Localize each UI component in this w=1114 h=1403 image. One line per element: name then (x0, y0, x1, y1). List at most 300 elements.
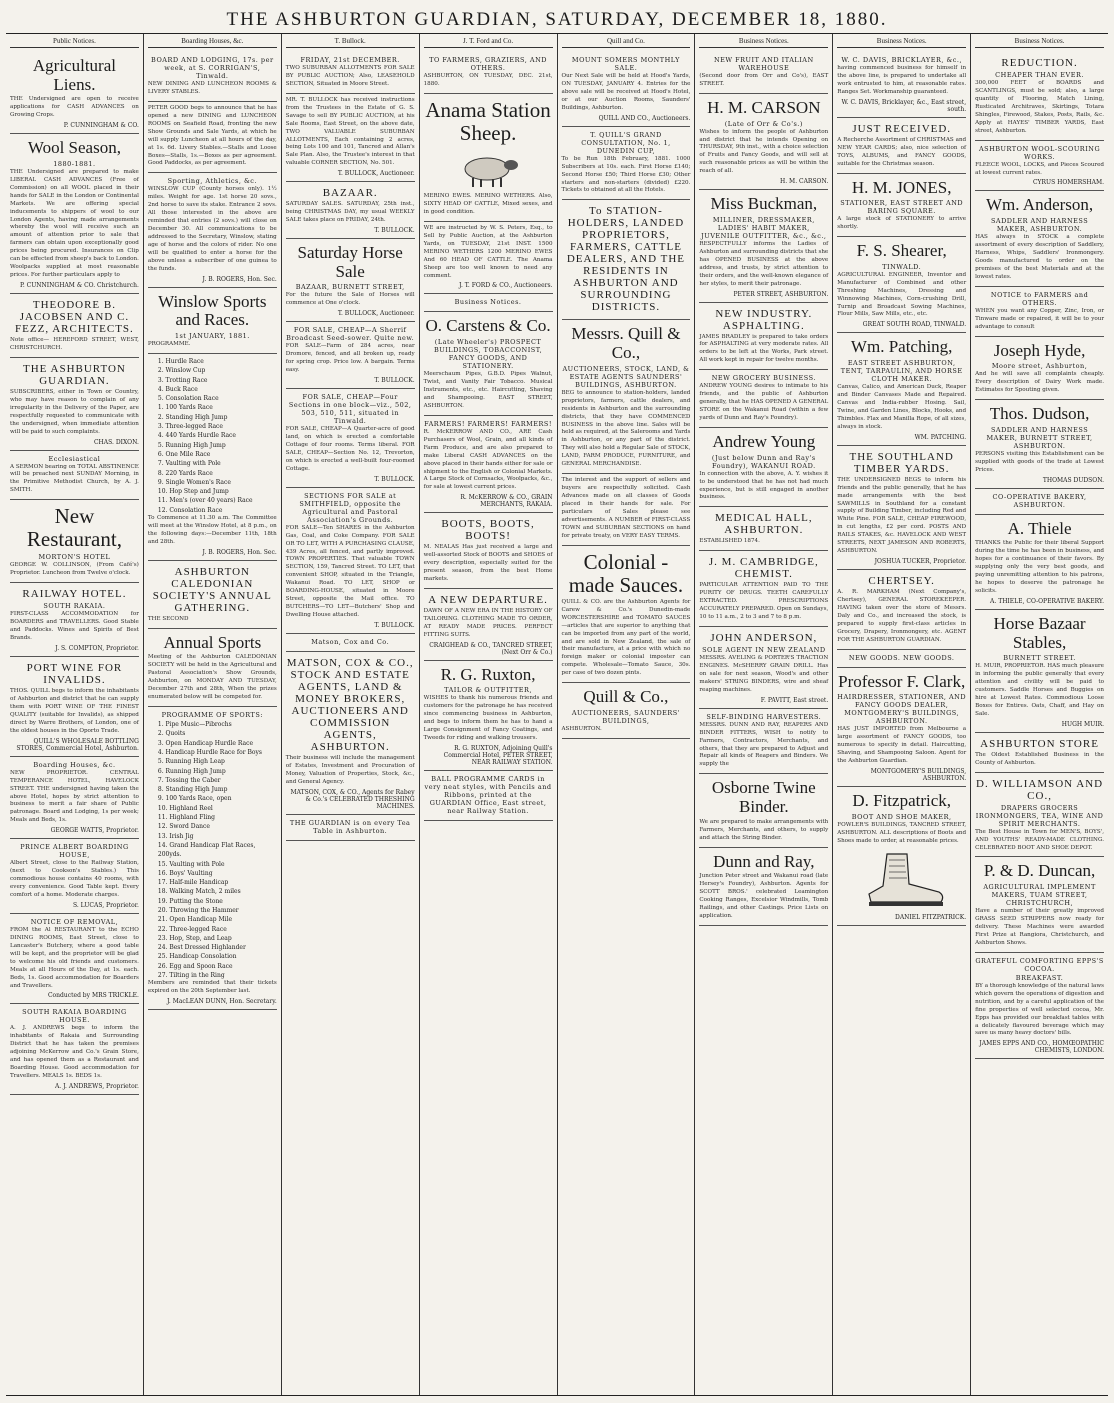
ad-body: MESSRS. AVELING & PORTER'S TRACTION ENGINES. McSHERRY GRAIN DRILL. Has on sale for next season, Wood's and other makers' STRING BINDERS, wire and sheaf reaping machines. (699, 655, 829, 693)
ad-subtitle: SOLE AGENT IN NEW ZEALAND (702, 646, 826, 654)
advertisement (975, 773, 1104, 858)
advertisement (837, 174, 966, 238)
ad-subtitle: MILLINER, DRESSMAKER, LADIES' HABIT MAKER, JUVENILE OUTFITTER, &c., &c., (701, 215, 827, 240)
ad-signature: DANIEL FITZPATRICK. (895, 913, 967, 921)
ad-body: AGRICULTURAL ENGINEER, Inventor and Manufacturer of Combined and other Threshing Machines, Dressing and Winnowing Machines, Corn-crushing Drill, Turnip and Broadcast Sowing Machines, Flour Mills, Saw Mills, etc., etc. (837, 271, 967, 318)
ad-subtitle: BURNETT STREET. (1003, 654, 1076, 663)
advertisement (975, 857, 1104, 952)
advertisement (148, 629, 277, 707)
ad-signature: J. B. ROGERS, Hon. Sec. (202, 275, 277, 283)
ad-title: JUST RECEIVED. (852, 122, 952, 135)
ad-subtitle: EAST STREET ASHBURTON, TENT, TARPAULIN, AND HORSE CLOTH MAKER. (840, 359, 963, 384)
programme-item: 14. Grand Handicap Flat Races, 200yds. (157, 841, 256, 859)
advertisement (562, 320, 691, 474)
ad-title: ASHBURTON CALEDONIAN SOCIETY'S ANNUAL GATHERING. (152, 565, 272, 614)
programme-item: 7. Tossing the Caber (157, 776, 221, 784)
columns-container (6, 34, 1108, 1396)
ad-title: Ecclesiastical (48, 454, 101, 463)
ad-subtitle: AUCTIONEERS, STOCK, LAND, & ESTATE AGENTS SAUNDERS' BUILDINGS, ASHBURTON. (562, 364, 690, 389)
ad-body: NEW DINING AND LUNCHEON ROOMS & LIVERY STABLES. (147, 81, 277, 95)
ad-signature: S. LUCAS, Proprietor. (72, 901, 139, 909)
programme-item: 23. Hop, Step, and Leap (157, 934, 232, 942)
ad-title: PORT WINE FOR INVALIDS. (26, 662, 123, 687)
ad-body: FOWLER'S BUILDINGS, TANCRED STREET, ASHBURTON. ALL descriptions of Boots and Shoes made to order, at reasonable prices. (837, 821, 967, 844)
advertisement (699, 551, 828, 627)
ad-title: NEW FRUIT AND ITALIAN WAREHOUSE (713, 56, 814, 72)
ad-signature: THOMAS DUDSON. (1042, 476, 1104, 484)
ad-title: THE ASHBURTON GUARDIAN. (22, 362, 126, 387)
ad-title: CHERTSEY. (868, 575, 935, 588)
ad-body: MR. T. BULLOCK has received instructions from the Trustees in the Estate of G. S. Savage to sell BY PUBLIC AUCTION, at his Sale Rooms, East Street, on the above date, TWO VALUABLE SUBURBAN ALLOTMENTS, Each containing 2 acres, being Lots 100 and 101, Tancred and Allan's Sale Plan. Also, the Trustee's interest in that valuable CORNER SECTION, No. 501. (285, 96, 415, 167)
programme-item: 21. Open Handicap Mile (157, 916, 233, 924)
ad-subtitle: AUCTIONEERS, SAUNDERS' BUILDINGS, (571, 708, 681, 725)
ad-subtitle: CHEAPER THAN EVER. (995, 71, 1084, 79)
ad-signature: T. BULLOCK. (374, 227, 415, 235)
programme-item: 19. Putting the Stone (157, 897, 223, 905)
advertisement (699, 507, 828, 551)
programme-item: 2. Winslow Cup (157, 367, 206, 375)
programme-list (148, 357, 277, 515)
programme-item: 5. Running High Leap (157, 758, 225, 766)
ad-body: A. J. ANDREWS begs to inform the inhabitants of Rakaia and Surrounding District that he has taken the premises adjoining McKerrow and Co.'s Grain Store, and has opened them as a Restaurant and Boarding House. Good accommodation for Travellers. MEALS 1s. BEDS 1s. (10, 1025, 139, 1080)
advertisement (10, 583, 139, 657)
ad-title: Colonial - made Sauces. (568, 549, 684, 597)
ad-signature: J. B. ROGERS, Hon. Sec. (202, 548, 277, 556)
sheep-illustration (453, 149, 523, 189)
programme-item: 6. One Mile Race (157, 450, 211, 458)
ad-title: Miss Buckman, (710, 194, 818, 214)
ad-signature: CYRUS HOMERSHAM. (1032, 179, 1104, 187)
ad-title: THE SOUTHLAND TIMBER YARDS. (849, 450, 954, 475)
advertisement (699, 848, 828, 926)
advertisement (699, 303, 828, 371)
ad-body: HAS always in STOCK a complete assortment of every description of Saddlery, Harness, Whips, Saddlers' Ironmongery. Goods manufactured to order on the premises of the best Materials and at the lowest rates. (975, 234, 1104, 280)
ad-signature: GEORGE WATTS, Proprietor. (50, 827, 139, 835)
column-head: Public Notices. (10, 34, 139, 48)
advertisement (286, 652, 415, 815)
advertisement (699, 94, 828, 190)
ad-title: Business Notices. (454, 298, 522, 307)
ad-body: WHEN you want any Copper, Zinc, Iron, or Tinware made or repaired, it will be to your advantage to consult (975, 307, 1104, 330)
advertisement (10, 358, 139, 451)
ad-body: H. MUIR, PROPRIETOR. HAS much pleasure in informing the public generally that every attention and civility will be paid to customers. Saddle Horses and Buggies on hire at Lowest Rates. Commodious Loose Boxes for Entires. Oats, Chaff, and Hay on Sale. (975, 663, 1104, 717)
programme-item: 10. Highland Reel (157, 804, 213, 812)
advertisement (148, 354, 277, 561)
advertisement (837, 237, 966, 333)
ad-title: Osborne Twine Binder. (711, 778, 816, 816)
ad-body: The Best House in Town for MEN'S, BOYS', AND YOUTHS' READY-MADE CLOTHING. CELEBRATED BOOT AND SHOE DEPOT. (975, 828, 1104, 851)
ad-signature: MATSON, COX, & CO., Agents for Rabey & Co.'s CELEBRATED THRESHING MACHINES. (290, 788, 415, 810)
ad-body: THE Undersigned are open to receive applications for CASH ADVANCES on Growing Crops. (10, 96, 139, 119)
ad-subtitle: SADDLER AND HARNESS MAKER, ASHBURTON. (990, 217, 1089, 234)
ad-body: ASHBURTON. (561, 725, 602, 732)
ad-body: The Oldest Established Business in the County of Ashburton. (975, 751, 1104, 766)
ad-body: FLEECE WOOL, LOCKS, and Pieces Scoured at lowest current rates. (975, 161, 1104, 176)
advertisement (10, 1004, 139, 1095)
ad-title: NEW GROCERY BUSINESS. (711, 374, 816, 383)
ad-title: R. G. Ruxton, (440, 664, 536, 684)
advertisement (837, 52, 966, 118)
programme-item: 2. Standing High Jump (157, 413, 228, 421)
ad-title: Sporting, Athletics, &c. (167, 177, 258, 186)
advertisement (699, 428, 828, 507)
ad-body: To be Run 18th February, 1881. 1000 Subscribers at 10s. each. First Horse £140; Second Horse £50; Third Horse £30; Other starters and non-starters (divided) £220. Tickets to obtained at all the Hotels. (561, 155, 691, 194)
advertisement (562, 200, 691, 320)
programme-item: 4. Handicap Hurdle Race for Boys (157, 748, 262, 756)
ad-title: BOOTS, BOOTS, BOOTS! (441, 518, 535, 543)
ad-body: (Second door from Orr and Co's), EAST STREET. (699, 73, 829, 87)
ad-body: THOS. QUILL begs to inform the inhabitants of Ashburton and district that he can supply them with PORT WINE OF THE FINEST QUALITY (suitable for Invalids), as shipped direct by Warre Brothers, of London, one of the oldest houses in the Oporto Trade. (10, 688, 139, 734)
advertisement (699, 190, 828, 302)
column-head: J. T. Ford and Co. (424, 34, 553, 48)
ad-subtitle: (Just below Dunn and Ray's Foundry), WAKANUI ROAD. (711, 453, 816, 470)
ad-title: PROGRAMME OF SPORTS: (161, 711, 263, 720)
advertisement (975, 191, 1104, 286)
advertisement (10, 451, 139, 501)
ad-body: ESTABLISHED 1874. (699, 538, 760, 545)
advertisement (562, 52, 691, 127)
ad-body: Their business will include the management of Estates, Investment and Procuration of Money, Valuation of Properties, Stock, &c., and General Agency. (285, 754, 415, 785)
ad-body: Canvas, Calico, and American Duck, Reaper and Binder Canvases Made and Repaired. Canvas and India-rubber Hosing. Sail, Twine, and Garden Lines, Blocks, Hooks, and Thimbles. Flax and Manilla Rope, of all sizes, always in stock. (837, 384, 967, 430)
boot-illustration (857, 850, 947, 910)
advertisement (975, 337, 1104, 401)
programme-item: 4. 440 Yards Hurdle Race (157, 432, 236, 440)
ad-title: FOR SALE, CHEAP—Four Sections in one block—viz., 502, 503, 510, 511, situated in Tinwald. (288, 393, 412, 426)
ad-signature: T. BULLOCK. (374, 475, 415, 483)
ad-title: MEDICAL HALL, ASHBURTON. (715, 512, 813, 537)
ad-signature: R. McKERROW & CO., GRAIN MERCHANTS, RAKAIA. (460, 494, 553, 509)
column-head: Business Notices. (699, 34, 828, 48)
advertisement (148, 288, 277, 354)
ad-body: FROM the Al RESTAURANT to the ECHO DINING ROOMS, East Street, close to Lancaster's Butchery, where a good table will be kept, and the proprietor will be glad to welcome his old friends and customers. Meals at all Hours of the Day, at 1s. each. Beds, 1s. Good accommodation for Boarders and Travellers. (10, 926, 139, 989)
ad-body: Albert Street, close to the Railway Station, (next to Cookson's Stables.) This commodious house contains 40 rooms, with every convenience. Good Table kept. Every comfort of a home. Moderate charges. (10, 860, 139, 898)
advertisement (975, 515, 1104, 610)
ad-title: FRIDAY, 21st DECEMBER. (300, 56, 400, 64)
ad-body: Meerschaum Pipes, G.B.D. Pipes Walnut, Twist, and Vanity Fair Tobacco. Musical Instruments, etc., etc. Haircutting, Shaving and Shampooing. EAST STREET, ASHBURTON. (423, 371, 553, 409)
advertisement (148, 173, 277, 287)
ad-body: PROGRAMME. (147, 341, 191, 348)
ad-subtitle: MORTON'S HOTEL (38, 553, 111, 562)
ad-body: MESSRS. DUNN AND RAY, REAPERS AND BINDER FITTERS, WISH to notify to Farmers, Contractors, Merchants, and others, that they are prepared to Adjust and Repair all kinds of Reapers and Binders. We supply the (699, 721, 829, 768)
programme-item: 1. 100 Yards Race (157, 404, 213, 412)
advertisement (10, 500, 139, 583)
programme-item: 3. Trotting Race (157, 376, 208, 384)
ad-subtitle: (Late of Orr & Co's.) (724, 119, 803, 128)
ad-signature: T. BULLOCK. (374, 621, 415, 629)
advertisement (837, 570, 966, 650)
ad-title: JOHN ANDERSON, (710, 632, 818, 644)
ad-body: Wishes to inform the people of Ashburton and district that he intends Opening on THURSDAY, 9th inst., with a choice selection of Fruits and Fancy Goods, and will sell at such reasonable prices as will be within the reach of all. (699, 128, 829, 175)
ad-body: In connection with the above, A. Y. wishes it to be understood that he has not had much experience, but is still engaged in another business. (699, 470, 829, 501)
ad-body: THANKS the Public for their liberal Support during the time he has been in business, and hopes for a continuance of their favors. By supplying only the very best goods, and paying unremitting attention to his patrons, he hopes to deserve the patronage he solicits. (975, 540, 1104, 594)
advertisement (424, 661, 553, 771)
programme-item: 6. Running High Jump (157, 767, 226, 775)
advertisement (286, 634, 415, 652)
column-head: Boarding Houses, &c. (148, 34, 277, 48)
ad-title: Horse Bazaar Stables, (993, 613, 1086, 652)
advertisement (975, 489, 1104, 515)
programme-item: 22. Three-legged Race (157, 925, 227, 933)
ad-subtitle: Moore street, Ashburton, (991, 362, 1088, 371)
ad-signature: P. CUNNINGHAM & CO. (63, 122, 139, 130)
ad-title: CO-OPERATIVE BAKERY, ASHBURTON. (992, 492, 1087, 509)
advertisement (10, 52, 139, 134)
ad-title: FARMERS! FARMERS! FARMERS! (424, 419, 552, 428)
ad-body: FOR SALE—Farm of 284 acres, near Dromore, fenced, and all broken up, ready for spring crop. Price low. A bargain. Terms easy. (285, 343, 415, 374)
advertisement (286, 488, 415, 634)
ad-body: A SERMON bearing on TOTAL ABSTINENCE will be preached next SUNDAY Morning, in the Primitive Methodist Church, by A. J. SMITH. (10, 463, 139, 494)
ad-subtitle: STATIONER, EAST STREET AND BARING SQUARE. (840, 199, 964, 216)
advertisement (699, 370, 828, 428)
programme-item: 20. Throwing the Hammer (157, 906, 239, 914)
programme-list (148, 720, 277, 980)
ad-title: J. M. CAMBRIDGE, CHEMIST. (708, 556, 819, 581)
programme-item: 3. Three-legged Race (157, 423, 223, 431)
ad-title: BAZAAR. (322, 187, 378, 200)
ad-title: Agricultural Liens. (32, 56, 116, 94)
ad-subtitle: AGRICULTURAL IMPLEMENT MAKERS, TUAM STREET, CHRISTCHURCH, (983, 883, 1096, 908)
ad-signature: A. THIELE, CO-OPERATIVE BAKERY. (990, 597, 1104, 605)
ad-subtitle: 1st JANUARY, 1881. (174, 332, 250, 341)
ad-body: SUBSCRIBERS, either in Town or Country, who may have reason to complain of any irregularity in the Delivery of the Paper, are respectfully requested to communicate with the undersigned, when immediate attention will be paid to such complaints. (10, 388, 139, 435)
ad-subtitle: BREAKFAST. (1015, 973, 1064, 982)
ad-body: QUILL & CO. are the Ashburton Agents for Carew & Co.'s Dunedin-made WORCESTERSHIRE and TOMATO SAUCES—articles that are superior to anything that can be imported from any part of the world, and are sold in New Zealand, the sale of their manufacture, at a price with which no foreign maker or colonial imposter can compete. Wholesale—Tomato Sauce, 30s. per case of two dozen pints. (561, 598, 691, 677)
ad-body: We are prepared to make arrangements with Farmers, Merchants, and others, to supply and attach the String Binder. (699, 818, 829, 841)
programme-item: 12. Consolation Race (157, 506, 223, 514)
masthead: THE ASHBURTON GUARDIAN, SATURDAY, DECEMBER 18, 1880. (6, 6, 1108, 34)
ad-signature: T. BULLOCK. (374, 377, 415, 385)
ad-body: 300,000 FEET of BOARDS and SCANTLINGS, must be sold; also, a large quantity of Flooring, Match Lining, Rusticated Architraves, Skirtings, Totara Shingles, Firewood, Stakes, Posts, Rails, &c. Apply at HAYES' TIMBER YARDS, East street, Ashburton. (975, 80, 1104, 134)
advertisement (424, 222, 553, 295)
ad-title: To STATION-HOLDERS, LANDED PROPRIETORS, FARMERS, CATTLE DEALERS, AND THE RESIDENTS IN ASHBURTON AND SURROUNDING DISTRICTS. (566, 205, 686, 314)
ad-title: W. C. DAVIS, BRICKLAYER, &c., (841, 56, 963, 64)
programme-item: 16. Boys' Vaulting (157, 869, 213, 877)
ad-body: BEG to announce to station-holders, landed proprietors, farmers, cattle dealers, and residents in Ashburton and the surrounding districts, that they have COMMENCED BUSINESS in the above line. Sales will be held as required, at the Salerooms and Yards in Ashburton, or any part of the district. They will also hold a Regular Sale of STOCK, LAND, FARM PRODUCE, FURNITURE, and GENERAL MERCHANDISE. (561, 389, 691, 468)
ad-signature: PETER STREET, ASHBURTON. (733, 290, 829, 298)
advertisement (699, 627, 828, 709)
advertisement (424, 52, 553, 94)
ad-title: Wm. Anderson, (985, 195, 1094, 215)
ad-body: To Commence at 11.30 a.m. The Committee will meet at the Winslow Hotel, at 8 p.m., on the following days:—December 11th, 18th and 28th. (147, 515, 277, 545)
advertisement (424, 312, 553, 415)
ad-body: Meeting of the Ashburton CALEDONIAN SOCIETY will be held in the Agricultural and Pastoral Association's Show Grounds, Ashburton, on MONDAY AND TUESDAY, December 27th and 28th, When the prizes enumerated below will be competed for. (147, 654, 277, 701)
ad-body: WINSLOW CUP (County horses only). 1½ miles. Weight for age. 1st horse 20 sovs., 2nd horse to save its stake. Entrance 2 sovs. All those interested in the above are reminded that entries (2 sovs.) will close on December 30. All communications to be addressed to the Secretary, Winslow, stating age of horse and the colors of rider. No one will be qualified to enter a horse for the above unless a subscriber of one guinea to the funds. (147, 186, 277, 272)
ad-body: FOR SALE—Ten SHARES in the Ashburton Gas, Coal, and Coke Company. FOR SALE OR TO LET, WITH A PURCHASING CLAUSE, 439 Acres, all fenced, and partly improved. TOWN PROPERTIES. That valuable TOWN SECTION, 159, Tancred Street. TO LET, that convenient SHOP, situated in the Triangle, Wakanui Road. TO LET, SHOP or BOARDING-HOUSE, situated in Moore Street, opposite the Mail office. TO BUTCHERS—TO LET—Butchers' Shop and Dwelling House attached. (285, 524, 415, 618)
ad-title: NOTICE to FARMERS and OTHERS. (990, 290, 1089, 307)
programme-item: 11. Highland Fling (157, 814, 215, 822)
ad-title: Andrew Young (712, 431, 816, 451)
advertisement (424, 416, 553, 514)
ad-body: MERINO EWES. MERINO WETHERS. Also, SIXTY HEAD OF CATTLE, Mixed sexes, and in good condition. (423, 193, 553, 215)
column-2 (143, 34, 281, 1395)
advertisement (699, 774, 828, 847)
programme-item: 5. Running High Jump (157, 441, 226, 449)
advertisement (148, 102, 277, 174)
ad-signature: QUILL'S WHOLESALE BOTTLING STORES, Commercial Hotel, Ashburton. (16, 737, 139, 752)
programme-item: 5. Consolation Race (157, 395, 219, 403)
ad-title: Quill & Co., (583, 687, 669, 707)
ad-signature: R. G. RUXTON, Adjoining Quill's Commercial Hotel, PETER STREET, NEAR RAILWAY STATION. (443, 745, 553, 767)
ad-title: H. M. JONES, (851, 177, 952, 197)
advertisement (837, 650, 966, 668)
advertisement (286, 322, 415, 389)
ad-body: Our Next Sale will be held at Hood's Yards, ON TUESDAY, JANUARY 4. Entries for the above sale will be received at Hood's Hotel, or at our Auction Rooms, Saunders' Buildings, Ashburton. (561, 73, 691, 111)
ad-signature: Conducted by MRS TRICKLE. (47, 992, 139, 1000)
ad-title: NEW INDUSTRY. ASPHALTING. (715, 307, 813, 332)
ad-title: NEW GOODS. NEW GOODS. (848, 653, 955, 662)
ad-title: REDUCTION. (1001, 57, 1078, 69)
advertisement (424, 771, 553, 821)
ad-title: SOUTH RAKAIA BOARDING HOUSE. (22, 1008, 127, 1025)
advertisement (10, 294, 139, 358)
advertisement (699, 52, 828, 94)
ad-body: And he will save all complaints cheaply. Every description of Dairy Work made. Estimates for Spouting given. (975, 371, 1104, 394)
ad-body: DAWN OF A NEW ERA IN THE HISTORY OF TAILORING. CLOTHING MADE TO ORDER, AT READY MADE PRICES. PERFECT FITTING SUITS. (423, 608, 553, 638)
column-head: Quill and Co. (562, 34, 691, 48)
programme-item: 26. Egg and Spoon Race (157, 962, 233, 970)
ad-body: JAMES BRADLEY is prepared to take orders for ASPHALTING at very moderate rates. All orders to be left at the Works, Park street. All work kept in repair for twelve months. (699, 333, 829, 364)
advertisement (975, 141, 1104, 192)
ad-title: Boarding Houses, &c. (33, 760, 116, 769)
advertisement (975, 287, 1104, 337)
ad-body: GEORGE W. COLLINSON, (From Café's) Proprietor. Luncheon from Twelve o'clock. (10, 562, 139, 577)
ad-title: ASHBURTON WOOL-SCOURING WORKS. (978, 144, 1101, 161)
ad-body: Have a number of their greatly improved GRASS SEED STRIPPERS now ready for delivery. These Machines were awarded First Prize at Rangiora, Christchurch, and Ashburton Shows. (975, 908, 1104, 946)
ad-signature: F. PAVITT, East street. (760, 696, 829, 704)
ad-title: Wool Season, (27, 138, 121, 158)
ad-body: For the future the Sale of Horses will commence at One o'clock. (285, 292, 415, 307)
ad-title: Professor F. Clark, (838, 671, 966, 691)
ad-body: THE UNDERSIGNED BEGS to inform his friends and the public generally, that he has made arrangements with the best SAWMILLS in Southland for a constant supply of Building Timber, including Red and White Pine. FOR SALE, CHEAP FIREWOOD, in cut lengths, £2 per cord. POSTS AND RAILS STAKES, &c. HAVELOCK AND WEST STREETS, NEXT JAMESON AND ROBERTS, ASHBURTON. (837, 476, 967, 555)
ad-signature: J. T. FORD & CO., Auctioneers. (459, 282, 553, 290)
ad-body: HAS JUST IMPORTED from Melbourne a large assortment of FANCY GOODS, too numerous to specify in detail. Haircutting, Shaving, and Shampooing Saloon. Agent for the Ashburton Guardian. (837, 726, 967, 765)
ad-subtitle: BAZAAR, BURNETT STREET, (295, 283, 405, 292)
ad-subtitle: TINWALD. (882, 262, 922, 271)
advertisement (975, 52, 1104, 141)
ad-title: BALL PROGRAMME CARDS in very neat styles, with Pencils and Ribbons, printed at the GUARDIAN Office, East street, near Railway Station. (424, 775, 552, 816)
ad-body: RESPECTFULLY informs the Ladies of Ashburton and surrounding districts that she has OPENED BUSINESS at the above address, and trusts, by strict attention to their orders, and the well-known elegance of her styles, to merit their patronage. (699, 240, 829, 287)
ad-title: THEODORE B. JACOBSEN AND C. FEZZ, ARCHITECTS. (15, 299, 134, 335)
advertisement (837, 668, 966, 787)
ad-signature: JOSHUA TUCKER, Proprietor. (874, 558, 967, 566)
ad-signature: H. M. CARSON. (780, 178, 829, 186)
ad-signature: JAMES EPPS AND CO., HOMŒOPATHIC CHEMISTS, LONDON. (979, 1040, 1104, 1055)
advertisement (562, 474, 691, 546)
ad-title: Dunn and Ray, (713, 851, 815, 871)
ad-title: Matson, Cox and Co. (311, 637, 390, 646)
programme-item: 9. 100 Yards Race, open (157, 795, 232, 803)
ad-signature: HUGH MUIR. (1061, 720, 1104, 728)
advertisement (562, 683, 691, 739)
ad-title: P. & D. Duncan, (983, 861, 1096, 881)
ad-title: TO FARMERS, GRAZIERS, AND OTHERS. (429, 56, 547, 72)
advertisement (837, 333, 966, 445)
ad-title: Annual Sports (163, 632, 262, 652)
ad-title: Saturday Horse Sale (297, 243, 403, 281)
ad-body: Note office— HEREFORD STREET, WEST, CHRISTCHURCH. (10, 337, 139, 351)
ad-subtitle: HAIRDRESSER, STATIONER, AND FANCY GOODS DEALER, MONTGOMERY'S BUILDINGS, ASHBURTON. (837, 693, 967, 726)
ad-subtitle: 1880-1881. (53, 159, 96, 168)
ad-title: A NEW DEPARTURE. (428, 594, 548, 606)
ad-title: THE GUARDIAN is on every Tea Table in Ashburton. (289, 818, 411, 835)
ad-title: ASHBURTON STORE (980, 737, 1099, 750)
ad-signature: QUILL AND CO., Auctioneers. (598, 114, 691, 122)
column-1 (6, 34, 143, 1395)
advertisement (424, 294, 553, 312)
ad-signature: W. C. DAVIS, Bricklayer, &c., East street, south. (841, 98, 967, 113)
ad-body: A Recherche Assortment of CHRISTMAS and NEW YEAR CARDS; also, nice selection of TOYS, ALBUMS, and FANCY GOODS, suitable for the Christmas season. (837, 136, 967, 167)
ad-body: TWO SUBURBAN ALLOTMENTS FOR SALE BY PUBLIC AUCTION; Also, LEASEHOLD SECTION, Situated in Moore Street. (285, 65, 415, 87)
column-head: Business Notices. (837, 34, 966, 48)
advertisement (424, 94, 553, 222)
ad-subtitle: TAILOR & OUTFITTER, (444, 686, 533, 695)
programme-item: 27. Tilting in the Ring (157, 972, 225, 980)
advertisement (699, 709, 828, 775)
advertisement (975, 733, 1104, 773)
ad-title: Messrs. Quill & Co., (571, 324, 681, 363)
advertisement (286, 52, 415, 94)
programme-item: 3. Open Handicap Hurdle Race (157, 739, 254, 747)
programme-item: 17. Half-mile Handicap (157, 879, 229, 887)
advertisement (10, 134, 139, 294)
ad-body: The interest and the support of sellers and buyers are respectfully solicited. Cash Advances made on all classes of Goods placed in their hands for sale. For particulars of Sales please see advertisements. A NUMBER of FIRST-CLASS TOWN and SUBURBAN SECTIONS on hand for private treaty, on VERY EASY TERMS. (561, 477, 691, 539)
column-8 (970, 34, 1108, 1395)
ad-body: PETER GOOD begs to announce that he has opened a new DINING and LUNCHEON ROOMS on Seafield Road, fronting the new Show Grounds and Sale Yards, at which he will supply Luncheon at all hours of the day, at 1s. 6d. Livery Stables.—Stalls and Loose Boxes—Stalls, 1s.—Boxes as per agreement. Good Paddocks, as per agreement. (147, 104, 277, 167)
programme-item: 15. Vaulting with Pole (157, 860, 225, 868)
column-head: T. Bullock. (286, 34, 415, 48)
advertisement (975, 400, 1104, 489)
programme-item: 7. Vaulting with Pole (157, 460, 221, 468)
ad-body: WE are instructed by W. S. Peters, Esq., to Sell by Public Auction, at the Ashburton Yards, on TUESDAY, 21st INST. 1500 MERINO WETHERS 1200 MERINO EWES And 60 HEAD OF CATTLE. The Anama Sheep are too well known to need any comment. (423, 224, 553, 279)
column-head: Business Notices. (975, 34, 1104, 48)
ad-subtitle: SOUTH RAKAIA. (43, 602, 106, 611)
ad-body: NEW PROPRIETOR. CENTRAL TEMPERANCE HOTEL, HAVELOCK STREET. THE undersigned having taken the above Hotel, hopes by strict attention to business to merit a fair share of Public patronage. Board and Lodging, 1s per week; Meals and Beds, 1s. (10, 769, 139, 824)
ad-body: WISHES to thank his numerous friends and customers for the patronage he has received since commencing business in Ashburton, and begs to inform them he has to hand a Large Consignment of Fancy Coatings, and Tweeds for riding and walking trousers. (423, 695, 553, 742)
ad-signature: CRAIGHEAD & CO., TANCRED STREET, (Next Orr & Co.) (429, 641, 553, 656)
ad-title: F. S. Shearer, (856, 241, 947, 261)
ad-title: Thos. Dudson, (989, 404, 1090, 424)
programme-item: 1. Pipe Music—Pibrochs (157, 721, 232, 729)
ad-title: SELF-BINDING HARVESTERS. (706, 712, 822, 721)
advertisement (286, 815, 415, 841)
programme-item: 13. Irish Jig (157, 832, 194, 840)
ad-body: having commenced business for himself in the above line, is prepared to undertake all work entrusted to him, at reasonable rates. Ranges Set. Workmanship guaranteed. (837, 65, 967, 95)
ad-title: PRINCE ALBERT BOARDING HOUSE, (20, 843, 129, 860)
programme-item: 9. Single Women's Race (157, 478, 231, 486)
ad-title: O. Carstens & Co. (425, 316, 551, 336)
ad-title: GRATEFUL COMFORTING EPPS'S COCOA. (975, 956, 1104, 973)
column-6 (694, 34, 832, 1395)
ad-body: A large stock of STATIONERY to arrive shortly. (837, 216, 967, 231)
programme-item: 8. Standing High Jump (157, 786, 228, 794)
ad-title: D. WILLIAMSON AND CO., (976, 777, 1104, 802)
programme-item: 18. Walking Match, 2 miles (157, 888, 241, 896)
ad-title: MATSON, COX & CO., STOCK AND ESTATE AGENTS, LAND & MONEY BROKERS, AUCTIONEERS AND COMMISSION AGENTS, ASHBURTON. (286, 656, 414, 753)
programme-item: 1. Hurdle Race (157, 358, 204, 365)
advertisement (286, 389, 415, 488)
advertisement (148, 52, 277, 102)
advertisement (286, 94, 415, 182)
ad-body: BY a thorough knowledge of the natural laws which govern the operations of digestion and nutrition, and by a careful application of the fine properties of well selected cocoa, Mr. Epps has provided our breakfast tables with a delicately flavoured beverage which may save us many heavy doctors' bills. (975, 982, 1104, 1037)
ad-signature: MONTGOMERY'S BUILDINGS, ASHBURTON. (870, 768, 967, 782)
column-3 (281, 34, 419, 1395)
ad-signature: CHAS. DIXON. (93, 438, 139, 446)
advertisement (10, 757, 139, 840)
ad-signature: A. J. ANDREWS, Proprietor. (54, 1083, 139, 1090)
advertisement (562, 546, 691, 684)
ad-subtitle: BOOT AND SHOE MAKER, (851, 812, 952, 821)
ad-signature: GREAT SOUTH ROAD, TINWALD. (862, 321, 967, 329)
